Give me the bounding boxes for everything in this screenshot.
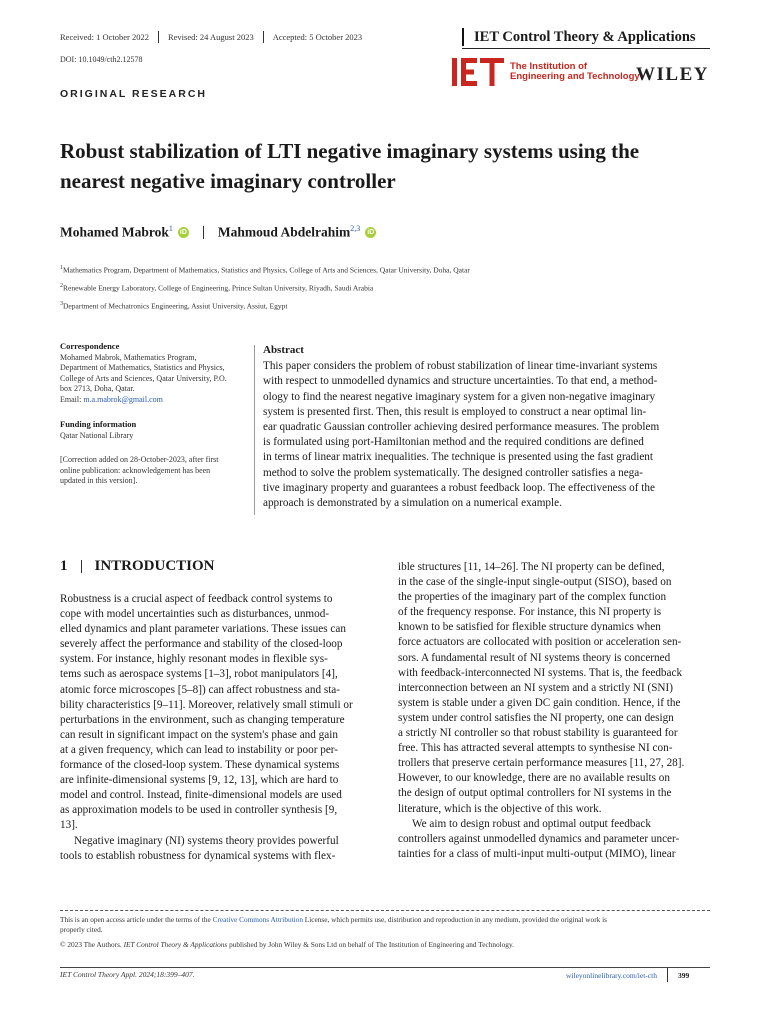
page-footer <box>566 968 689 982</box>
received-date: Received: 1 October 2022 <box>60 32 149 42</box>
divider <box>81 560 82 573</box>
author-list <box>60 224 376 241</box>
license-note: This is an open access article under the terms of the Creative Commons Attribution License, which permits use, distribution and reproduction in any medium, provided the original work is properly cited. <box>60 915 607 934</box>
divider <box>263 31 264 43</box>
article-info-sidebar <box>60 341 245 501</box>
wiley-logo[interactable]: WILEY <box>636 64 709 85</box>
email-link[interactable]: m.a.mabrok@gmail.com <box>83 394 163 404</box>
citation: IET Control Theory Appl. 2024;18:399–407. <box>60 970 195 979</box>
divider <box>158 31 159 43</box>
divider <box>203 226 204 239</box>
article-type: ORIGINAL RESEARCH <box>60 88 207 100</box>
body-column-right <box>398 560 710 862</box>
body-column-left <box>60 592 372 864</box>
divider <box>60 910 710 911</box>
abstract: Abstract This paper considers the problem of robust stabilization of linear time-invariant systems with respect to unmodelled dynamics and structure uncertainties. To that end, a method- ology to find the nearest negative imaginary system for a given non-negative imaginary system is presented first. Then, this result is employed to construct a near optimal lin- ear quadratic Gaussian controller achieving desired performance measures. The problem is formulated using port-Hamiltonian method and the required conditions are defined in terms of linear matrix inequalities. The technique is presented using the fast gradient method to solve the problem systematically. The designed controller satisfies a nega- tive imaginary property and guarantees a robust feedback loop. The effectiveness of the approach is demonstrated by a simulation on a numerical example. <box>263 343 710 511</box>
license-link[interactable]: Creative Commons Attribution <box>212 915 303 924</box>
funding-information: Funding information Qatar National Library <box>60 419 137 440</box>
iet-name: The Institution of Engineering and Technology <box>510 61 640 82</box>
orcid-icon[interactable]: iD <box>179 228 187 236</box>
divider <box>254 345 255 515</box>
paragraph: Negative imaginary (NI) systems theory provides powerful <box>74 834 339 847</box>
affiliation: $^1$Mathematics Program, Department of Mathematics, Statistics and Physics, College of Arts and Sciences, Qatar University, Doha, Qatar <box>60 265 470 275</box>
copyright-note: © 2023 The Authors. IET Control Theory & Applications published by John Wiley & Sons Ltd on behalf of The Institution of Engineering and Technology. <box>60 940 514 949</box>
divider <box>462 48 710 49</box>
correspondence: Correspondence Mohamed Mabrok, Mathematics Program, Department of Mathematics, Statistics and Physics, College of Arts and Sciences, Qatar University, P.O. box 2713, Doha, Qatar. Email: m.a.mabrok@gmail.com <box>60 341 227 404</box>
page-title: Robust stabilization of LTI negative imaginary systems using the nearest negative imaginary controller <box>60 139 640 193</box>
journal-url-link[interactable]: wileyonlinelibrary.com/iet-cth <box>566 970 657 980</box>
affiliation: $^2$Renewable Energy Laboratory, College of Engineering, Prince Sultan University, Riyadh, Saudi Arabia <box>60 283 374 293</box>
correction-note: [Correction added on 28-October-2023, after first online publication: acknowledgement has been updated in this version]. <box>60 455 219 485</box>
article-dates <box>60 32 362 44</box>
paragraph: We aim to design robust and optimal output feedback <box>412 817 651 830</box>
paragraph: ible structures [11, 14–26]. The NI property can be defined, in the case of the single-input single-output (SISO), based on the properties of the imaginary part of the complex function of the frequency response. For instance, this NI property is known to be satisfied for flexible structure dynamics when force actuators are collocated with position or acceleration sen- sors. A fundamental result of NI systems theory is concerned with feedback-interconnected NI systems. That is, the feedback interconnection between an NI system and a strictly NI (SNI) system is stable under a given DC gain condition. Hence, if the system under control satisfies the NI property, one can design a strictly NI controller so that robust stability is guaranteed for free. This has attracted several attempts to synthesise NI con- trollers that preserve certain performance measures [11, 27, 28]. However, to our knowledge, there are no available results on the design of output optimal controllers for NI systems in the literature, which is the objective of this work. <box>398 561 685 815</box>
author-name[interactable]: Mahmoud Abdelrahim$^{2,3}$ <box>217 224 361 240</box>
accepted-date: Accepted: 5 October 2023 <box>272 32 363 42</box>
paragraph: controllers against unmodelled dynamics and parameter uncer- tainties for a class of multi-input multi-output (MIMO), linear <box>398 832 680 860</box>
revised-date: Revised: 24 August 2023 <box>167 32 254 42</box>
orcid-icon[interactable]: iD <box>367 228 375 236</box>
doi[interactable]: DOI: 10.1049/cth2.12578 <box>60 55 143 64</box>
iet-mark-icon <box>452 58 504 86</box>
abstract-text: This paper considers the problem of robust stabilization of linear time-invariant systems with respect to unmodelled dynamics and structure uncertainties. To that end, a method- ology to find the nearest negative imaginary system for a given non-negative imaginary system is presented first. Then, this result is employed to construct a near optimal lin- ear quadratic Gaussian controller achieving desired performance measures. The problem is formulated using port-Hamiltonian method and the required conditions are defined in terms of linear matrix inequalities. The technique is presented using the fast gradient method to solve the problem systematically. The designed controller satisfies a nega- tive imaginary property and guarantees a robust feedback loop. The effectiveness of the approach is demonstrated by a simulation on a numerical example. <box>263 360 660 510</box>
paragraph: tools to establish robustness for dynamical systems with flex- <box>60 849 336 862</box>
paragraph: Robustness is a crucial aspect of feedback control systems to cope with model uncertainties such as disturbances, unmod- elled dynamics and plant parameter variations. These issues can severely affect the performance and stability of the closed-loop system. For instance, highly resonant modes in flexible sys- tems such as aerospace systems [1–3], robot manipulators [4], atomic force microscopes [5–8]) can affect robustness and sta- bility characteristics [9–11]. Moreover, relatively small stimuli or perturbations in the environment, such as changing temperature can result in significant impact on the system's phase and gain at a given frequency, which can lead to instability or poor per- formance of the closed-loop system. These dynamical systems are infinite-dimensional systems [9, 12, 13], which are hard to model and control. Instead, finite-dimensional models are used as approximation models to be used in controller synthesis [9, 13]. <box>60 593 353 832</box>
page-number: 399 <box>677 970 690 980</box>
divider <box>667 968 668 982</box>
iet-logo[interactable] <box>452 58 640 86</box>
author-name[interactable]: Mohamed Mabrok$^1$ <box>60 224 173 240</box>
section-heading: 1 INTRODUCTION <box>60 558 215 574</box>
journal-title: IET Control Theory & Applications <box>462 28 696 46</box>
affiliation: $^3$Department of Mechatronics Engineering, Assiut University, Assiut, Egypt <box>60 301 288 311</box>
